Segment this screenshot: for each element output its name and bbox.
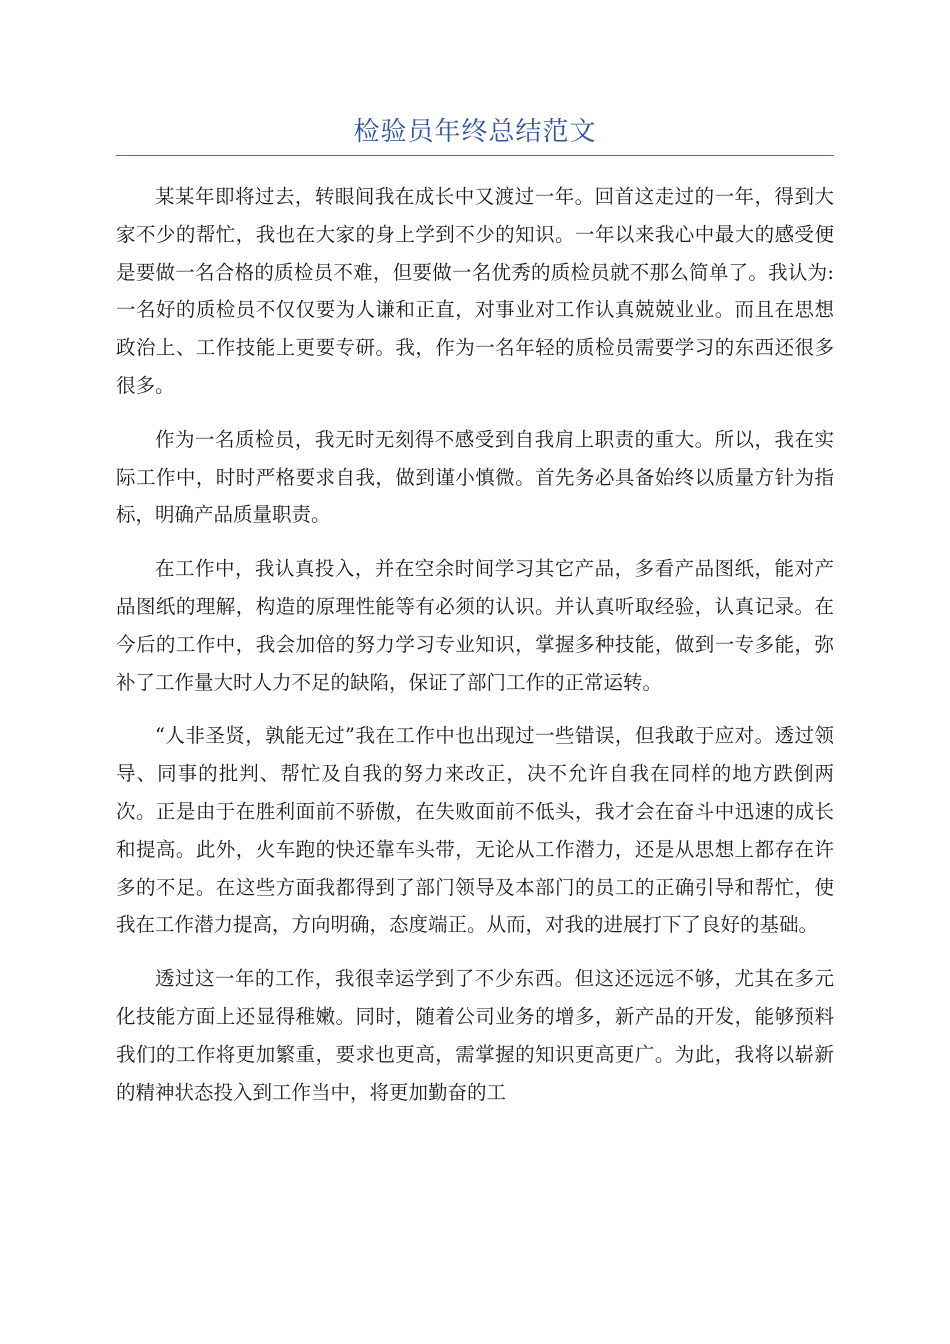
paragraph: 透过这一年的工作，我很幸运学到了不少东西。但这还远远不够，尤其在多元化技能方面上还显得稚嫩。同时，随着公司业务的增多，新产品的开发，能够预料我们的工作将更加繁重，要求也更高，需掌握的知识更高更广。为此，我将以崭新的精神状态投入到工作当中，将更加勤奋的工 <box>116 967 834 1104</box>
paragraph: “人非圣贤，孰能无过”我在工作中也出现过一些错误，但我敢于应对。透过领导、同事的批判、帮忙及自我的努力来改正，决不允许自我在同样的地方跌倒两次。正是由于在胜利面前不骄傲，在失败面前不低头，我才会在奋斗中迅速的成长和提高。此外，火车跑的快还靠车头带，无论从工作潜力，还是从思想上都存在许多的不足。在这些方面我都得到了部门领导及本部门的员工的正确引导和帮忙，使我在工作潜力提高，方向明确，态度端正。从而，对我的进展打下了良好的基础。 <box>116 724 834 937</box>
paragraph: 在工作中，我认真投入，并在空余时间学习其它产品，多看产品图纸，能对产品图纸的理解，构造的原理性能等有必须的认识。并认真听取经验，认真记录。在今后的工作中，我会加倍的努力学习专业知识，掌握多种技能，做到一专多能，弥补了工作量大时人力不足的缺陷，保证了部门工作的正常运转。 <box>116 557 834 694</box>
title-underline <box>116 155 834 156</box>
paragraph: 作为一名质检员，我无时无刻得不感受到自我肩上职责的重大。所以，我在实际工作中，时时严格要求自我，做到谨小慎微。首先务必具备始终以质量方针为指标，明确产品质量职责。 <box>116 427 834 527</box>
paragraph: 某某年即将过去，转眼间我在成长中又渡过一年。回首这走过的一年，得到大家不少的帮忙，我也在大家的身上学到不少的知识。一年以来我心中最大的感受便是要做一名合格的质检员不难，但要做一名优秀的质检员就不那么简单了。我认为:一名好的质检员不仅仅要为人谦和正直，对事业对工作认真兢兢业业。而且在思想政治上、工作技能上更要专研。我，作为一名年轻的质检员需要学习的东西还很多很多。 <box>116 185 834 397</box>
document-body <box>116 178 834 1127</box>
document-title: 检验员年终总结范文 <box>353 117 597 147</box>
